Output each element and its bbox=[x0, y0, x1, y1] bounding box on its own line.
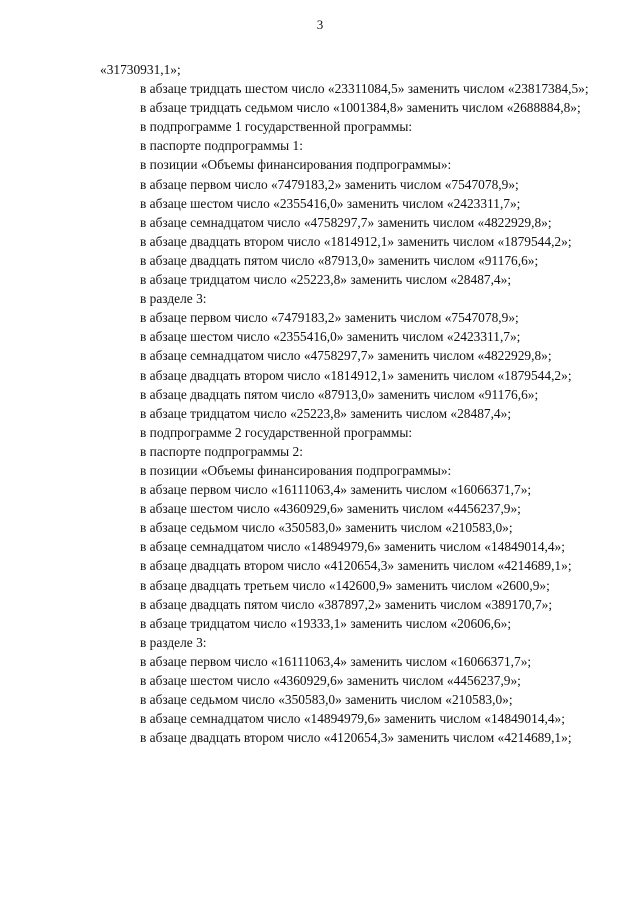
paragraph: в абзаце двадцать втором число «4120654,3» заменить числом «4214689,1»; bbox=[140, 558, 572, 574]
paragraph: в позиции «Объемы финансирования подпрограммы»: bbox=[140, 462, 452, 478]
paragraph: в абзаце двадцать третьем число «142600,9» заменить числом «2600,9»; bbox=[140, 577, 550, 593]
paragraph: в абзаце двадцать пятом число «87913,0» заменить числом «91176,6»; bbox=[140, 386, 539, 402]
paragraph: в абзаце семнадцатом число «4758297,7» заменить числом «4822929,8»; bbox=[140, 348, 552, 364]
document-body bbox=[100, 60, 600, 747]
page-number: 3 bbox=[316, 17, 324, 32]
paragraph: в паспорте подпрограммы 2: bbox=[140, 443, 303, 459]
paragraph: в паспорте подпрограммы 1: bbox=[140, 138, 303, 154]
paragraph: «31730931,1»; bbox=[100, 62, 181, 77]
paragraph: в абзаце первом число «16111063,4» заменить числом «16066371,7»; bbox=[140, 482, 532, 498]
paragraph: в подпрограмме 2 государственной программы: bbox=[140, 424, 413, 440]
paragraph: в абзаце двадцать втором число «4120654,3» заменить числом «4214689,1»; bbox=[140, 730, 572, 746]
paragraph: в абзаце двадцать втором число «1814912,1» заменить числом «1879544,2»; bbox=[140, 367, 572, 383]
paragraph: в абзаце первом число «7479183,2» заменить числом «7547078,9»; bbox=[140, 176, 519, 192]
paragraph: в абзаце шестом число «4360929,6» заменить числом «4456237,9»; bbox=[140, 673, 521, 688]
paragraph: в абзаце тридцать шестом число «23311084,5» заменить числом «23817384,5»; bbox=[140, 81, 589, 97]
paragraph: в абзаце семнадцатом число «14894979,6» заменить числом «14849014,4»; bbox=[140, 539, 565, 555]
paragraph: в абзаце седьмом число «350583,0» заменить числом «210583,0»; bbox=[140, 520, 513, 536]
paragraph: в абзаце двадцать втором число «1814912,1» заменить числом «1879544,2»; bbox=[140, 233, 572, 249]
paragraph: в абзаце двадцать пятом число «87913,0» заменить числом «91176,6»; bbox=[140, 252, 539, 268]
paragraph: в абзаце тридцатом число «25223,8» заменить числом «28487,4»; bbox=[140, 405, 512, 421]
paragraph: в абзаце семнадцатом число «4758297,7» заменить числом «4822929,8»; bbox=[140, 214, 552, 230]
paragraph: в абзаце тридцать седьмом число «1001384,8» заменить числом «2688884,8»; bbox=[140, 100, 581, 116]
paragraph: в абзаце тридцатом число «25223,8» заменить числом «28487,4»; bbox=[140, 272, 512, 288]
paragraph: в абзаце тридцатом число «19333,1» заменить числом «20606,6»; bbox=[140, 615, 512, 631]
paragraph: в абзаце первом число «16111063,4» заменить числом «16066371,7»; bbox=[140, 653, 532, 669]
paragraph: в абзаце двадцать пятом число «387897,2» заменить числом «389170,7»; bbox=[140, 596, 553, 612]
paragraph: в позиции «Объемы финансирования подпрограммы»: bbox=[140, 157, 452, 173]
paragraph: в разделе 3: bbox=[140, 291, 207, 307]
paragraph: в абзаце первом число «7479183,2» заменить числом «7547078,9»; bbox=[140, 310, 519, 326]
paragraph: в абзаце шестом число «4360929,6» заменить числом «4456237,9»; bbox=[140, 501, 521, 517]
paragraph: в абзаце семнадцатом число «14894979,6» заменить числом «14849014,4»; bbox=[140, 711, 565, 727]
paragraph: в абзаце шестом число «2355416,0» заменить числом «2423311,7»; bbox=[140, 195, 521, 211]
paragraph: в абзаце седьмом число «350583,0» заменить числом «210583,0»; bbox=[140, 692, 513, 708]
paragraph: в разделе 3: bbox=[140, 634, 207, 650]
paragraph: в абзаце шестом число «2355416,0» заменить числом «2423311,7»; bbox=[140, 329, 521, 345]
paragraph: в подпрограмме 1 государственной программы: bbox=[140, 119, 413, 135]
